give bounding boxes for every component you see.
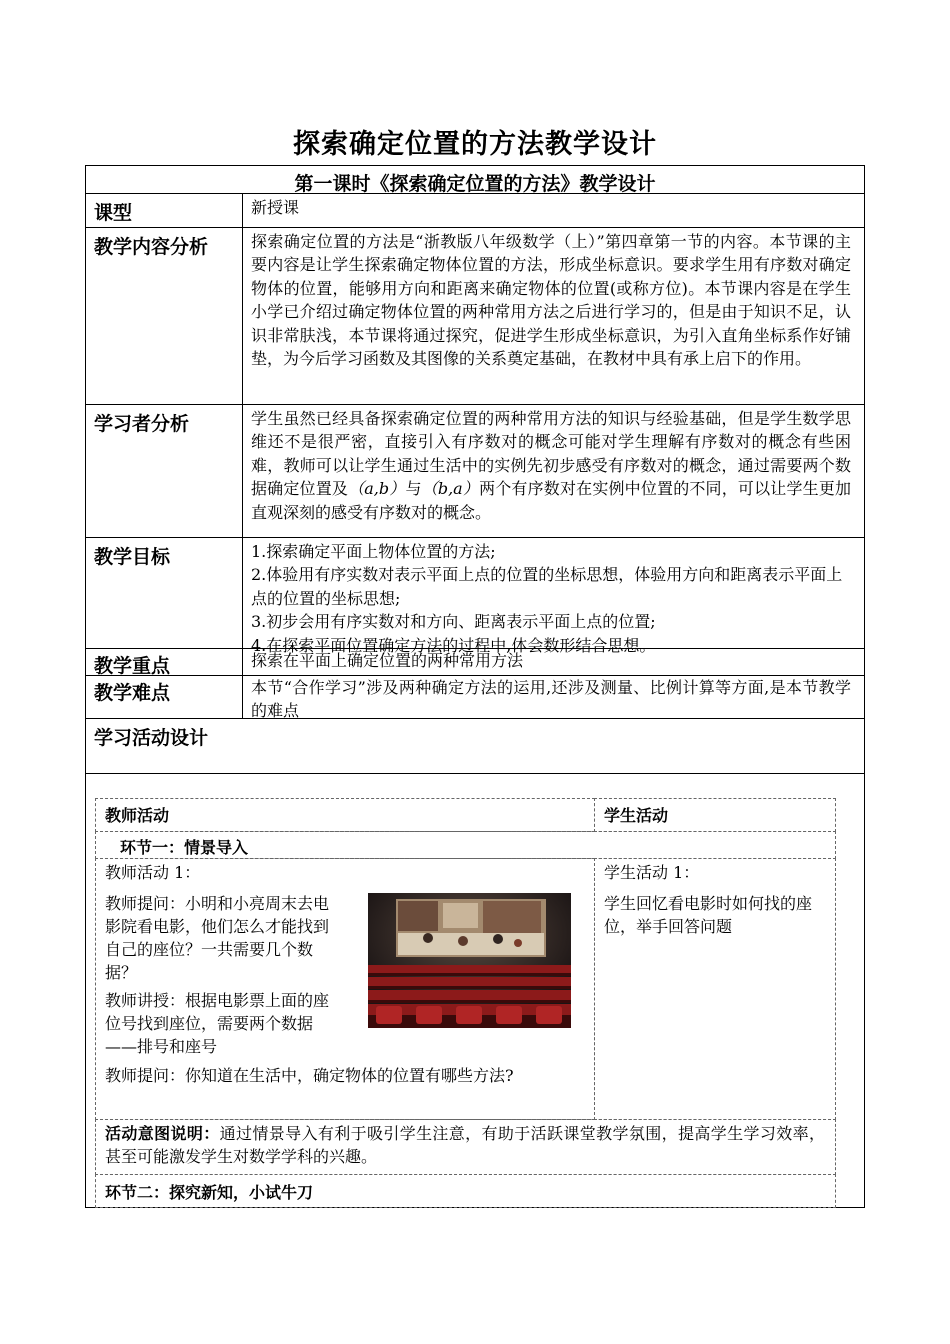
learner-text-mid: 与: [405, 479, 422, 499]
label-learner-analysis: 学习者分析: [86, 405, 243, 537]
activity-header-teacher-cell: [95, 798, 595, 832]
label-teaching-goals: 教学目标: [86, 538, 243, 648]
value-learner-analysis: [251, 407, 851, 524]
activity-intent: [105, 1122, 825, 1168]
value-content-analysis: 探索确定位置的方法是“浙教版八年级数学（上）”第四章第一节的内容。本节课的主要内容是让学生探索确定物体位置的方法，形成坐标意识。要求学生用有序数对确定物体的位置，能够用方向和距离来确定物体的位置(或称方位)。本节课内容是在学生小学已介绍过确定物体位置的两种常用方法之后进行学习的，但是由于知识不足，认识非常肤浅，本节课将通过探究，促进学生形成坐标意识，为引入直角坐标系作好铺垫，为今后学习函数及其图像的关系奠定基础，在教材中具有承上启下的作用。: [251, 232, 851, 369]
label-content-analysis: 教学内容分析: [86, 228, 243, 404]
stage2-label: 环节二：探究新知，小试牛刀: [105, 1183, 314, 1202]
stage2-row: [95, 1174, 836, 1208]
label-lesson-type: 课型: [86, 194, 243, 227]
goal-item: 3.初步会用有序实数对和方向、距离表示平面上点的位置;: [251, 612, 656, 632]
goal-item: 2.体验用有序实数对表示平面上点的位置的坐标思想，体验用方向和距离表示平面上点的位置的坐标思想;: [251, 565, 843, 608]
ordered-pair-ba: （b,a）: [421, 479, 480, 499]
row-teaching-goals: [86, 538, 864, 655]
student-activity-1-title: 学生活动 1：: [604, 863, 700, 882]
cinema-illustration: [368, 893, 571, 1028]
activity-header-student-cell: [594, 798, 836, 832]
goal-item: 4.在探索平面位置确定方法的过程中,体会数形结合思想。: [251, 635, 656, 655]
label-activity-design: 学习活动设计: [94, 727, 209, 749]
ordered-pair-ab: （a,b）: [348, 479, 406, 499]
teacher-question-1: 教师提问：小明和小亮周末去电影院看电影，他们怎么才能找到自己的座位？一共需要几个数据？: [105, 894, 330, 982]
label-key-point: 教学重点: [86, 649, 243, 675]
teacher-activity-header: 教师活动: [105, 806, 170, 825]
row-lesson-type: [86, 194, 864, 228]
student-activity-cell: [594, 858, 836, 1120]
activity-intent-row: [95, 1119, 836, 1175]
document-title: 探索确定位置的方法教学设计: [293, 129, 657, 160]
stage1-row: [95, 831, 836, 859]
value-key-point: 探索在平面上确定位置的两种常用方法: [251, 651, 524, 670]
row-learner-analysis: [86, 405, 864, 538]
label-difficulty: 教学难点: [86, 676, 243, 718]
row-activity-design: [86, 719, 864, 774]
row-content-analysis: [86, 228, 864, 405]
row-key-point: [86, 649, 864, 676]
learner-text-b: 两个有序数对在实例中位置的不同，可以让学生更加直观深刻的感受有序数对的概念。: [251, 479, 851, 522]
subtitle-row: [86, 166, 864, 194]
goal-item: 1.探索确定平面上物体位置的方法;: [251, 542, 496, 561]
intent-text: 通过情景导入有利于吸引学生注意，有助于活跃课堂教学氛围，提高学生学习效率，甚至可能激发学生对数学学科的兴趣。: [105, 1124, 825, 1166]
student-activity-header: 学生活动: [604, 806, 669, 825]
value-teaching-goals: [251, 540, 851, 657]
stage1-label: 环节一：情景导入: [120, 838, 249, 857]
intent-label: 活动意图说明：: [105, 1124, 220, 1143]
learner-text-a: 学生虽然已经具备探索确定位置的两种常用方法的知识与经验基础，但是学生数学思维还不是很严密，直接引入有序数对的概念可能对学生理解有序数对的概念有些困难，教师可以让学生通过生活中的实例先初步感受有序数对的概念，通过需要两个数据确定位置及: [251, 409, 851, 499]
cinema-image: [368, 893, 571, 1028]
value-difficulty: 本节“合作学习”涉及两种确定方法的运用,还涉及测量、比例计算等方面,是本节教学的难点: [251, 678, 851, 721]
row-difficulty: [86, 676, 864, 719]
teacher-question-2: 教师提问：你知道在生活中，确定物体的位置有哪些方法?: [105, 1066, 514, 1085]
teacher-explanation: 教师讲授：根据电影票上面的座位号找到座位，需要两个数据——排号和座号: [105, 991, 330, 1056]
value-lesson-type: 新授课: [251, 198, 300, 217]
teacher-activity-1-title: 教师活动 1：: [105, 863, 201, 882]
table-subtitle: 第一课时《探索确定位置的方法》教学设计: [294, 173, 656, 195]
student-activity-1-text: 学生回忆看电影时如何找的座位，举手回答问题: [604, 894, 813, 936]
